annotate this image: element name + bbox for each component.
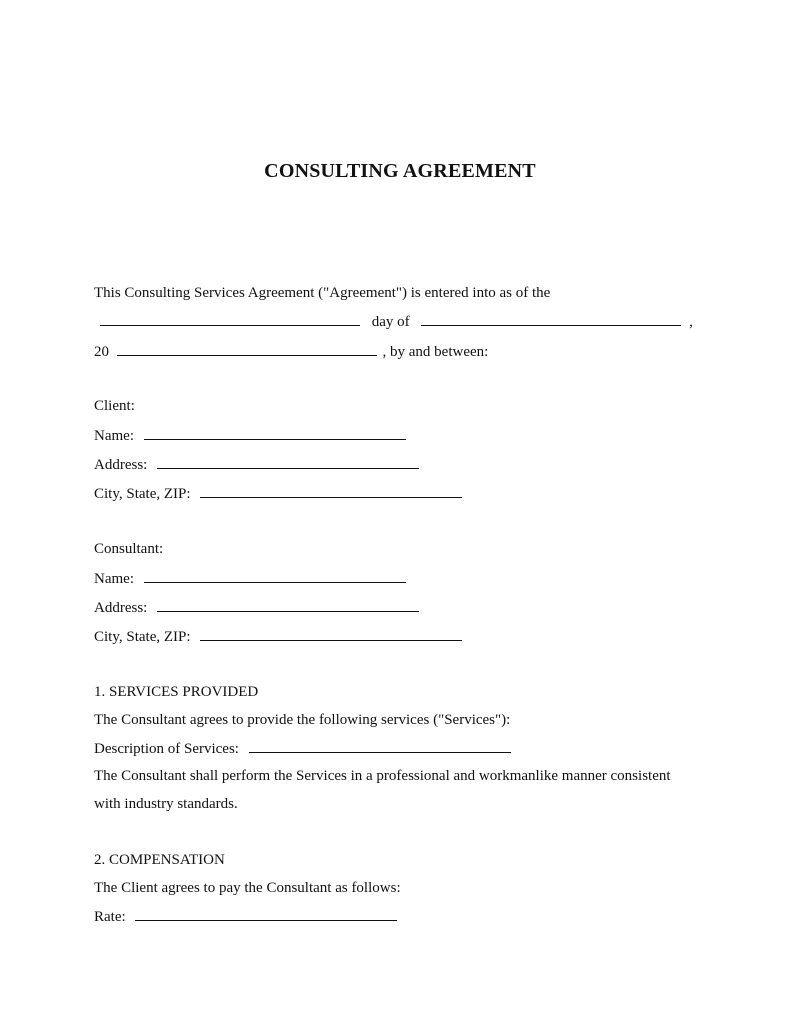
client-city-row <box>94 483 462 503</box>
intro-text: This Consulting Services Agreement ("Agreement") is entered into as of the <box>94 285 551 301</box>
services-perform-line-1: The Consultant shall perform the Services in a professional and workmanlike manner consistent <box>94 768 671 784</box>
consultant-name-label: Name: <box>94 571 134 587</box>
consultant-city-label: City, State, ZIP: <box>94 629 191 645</box>
day-blank[interactable] <box>100 311 360 326</box>
client-address-field[interactable] <box>157 454 419 469</box>
services-perform-line-2: with industry standards. <box>94 796 238 812</box>
intro-line-3 <box>94 341 488 361</box>
year-prefix: 20 <box>94 344 109 360</box>
consultant-city-field[interactable] <box>200 626 462 641</box>
day-of-label: day of <box>371 314 410 330</box>
client-heading: Client: <box>94 398 135 414</box>
year-blank[interactable] <box>117 341 377 356</box>
client-name-label: Name: <box>94 428 134 444</box>
intro-line-2 <box>100 311 693 331</box>
rate-row <box>94 906 397 926</box>
consultant-name-row <box>94 568 406 588</box>
client-city-label: City, State, ZIP: <box>94 486 191 502</box>
rate-field[interactable] <box>135 906 397 921</box>
rate-label: Rate: <box>94 909 126 925</box>
services-description-field[interactable] <box>249 738 511 753</box>
services-description-row <box>94 738 511 758</box>
consultant-city-row <box>94 626 462 646</box>
consultant-address-field[interactable] <box>157 597 419 612</box>
month-blank[interactable] <box>421 311 681 326</box>
compensation-intro: The Client agrees to pay the Consultant as follows: <box>94 880 401 896</box>
intro-line-1 <box>94 283 550 303</box>
consultant-name-field[interactable] <box>144 568 406 583</box>
client-name-field[interactable] <box>144 425 406 440</box>
services-intro: The Consultant agrees to provide the following services ("Services"): <box>94 712 511 728</box>
comma-text: , <box>689 314 693 330</box>
services-description-label: Description of Services: <box>94 741 239 757</box>
by-and-between-text: , by and between: <box>382 344 489 360</box>
client-city-field[interactable] <box>200 483 462 498</box>
client-name-row <box>94 425 406 445</box>
document-title: CONSULTING AGREEMENT <box>264 160 536 182</box>
client-address-row <box>94 454 419 474</box>
compensation-heading: 2. COMPENSATION <box>94 852 225 868</box>
client-address-label: Address: <box>94 457 148 473</box>
consultant-address-label: Address: <box>94 600 148 616</box>
consultant-heading: Consultant: <box>94 541 164 557</box>
services-heading: 1. SERVICES PROVIDED <box>94 684 259 700</box>
consultant-address-row <box>94 597 419 617</box>
